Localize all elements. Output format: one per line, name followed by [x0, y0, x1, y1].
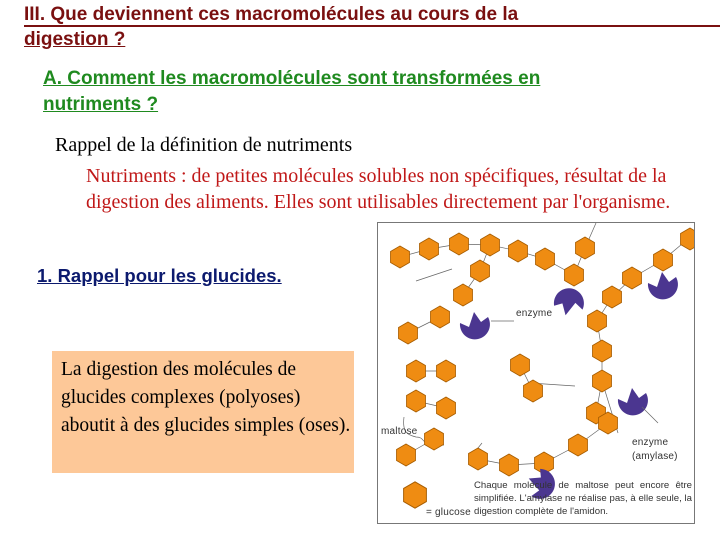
main-heading-line1: III. Que deviennent ces macromolécules au cours de la: [24, 4, 519, 25]
main-heading-line2: digestion ?: [24, 29, 126, 50]
amylase-digestion-diagram: [377, 222, 695, 524]
diagram-caption: Chaque molécule de maltose peut encore être simplifiée. L'amylase ne réalise pas, à elle seule, la digestion complète de l'amidon.: [474, 480, 692, 517]
maltose-label: maltose: [381, 426, 418, 437]
sub-heading-line1: A. Comment les macromolécules sont transformées en: [43, 68, 541, 89]
enzyme-molecules: [460, 272, 678, 504]
glucose-legend-label: = glucose: [426, 507, 471, 518]
rappel-title: Rappel de la définition de nutriments: [55, 134, 353, 156]
amylase-label-line1: enzyme: [632, 437, 669, 448]
nutriment-definition: Nutriments : de petites molécules solubles non spécifiques, résultat de la digestion des aliments. Elles sont utilisables directement par l'organisme.: [86, 165, 671, 213]
sub-heading-line2: nutriments ?: [43, 94, 159, 115]
amylase-label-line2: (amylase): [632, 451, 678, 462]
section-glucides-title: 1. Rappel pour les glucides.: [37, 265, 282, 286]
glucides-note-text: La digestion des molécules de glucides complexes (polyoses) aboutit à des glucides simples (oses).: [61, 359, 351, 436]
glucose-molecules: [391, 228, 696, 508]
enzyme-label: enzyme: [516, 308, 553, 319]
glucides-note-box: [52, 351, 354, 473]
main-heading-underline: [24, 25, 720, 27]
